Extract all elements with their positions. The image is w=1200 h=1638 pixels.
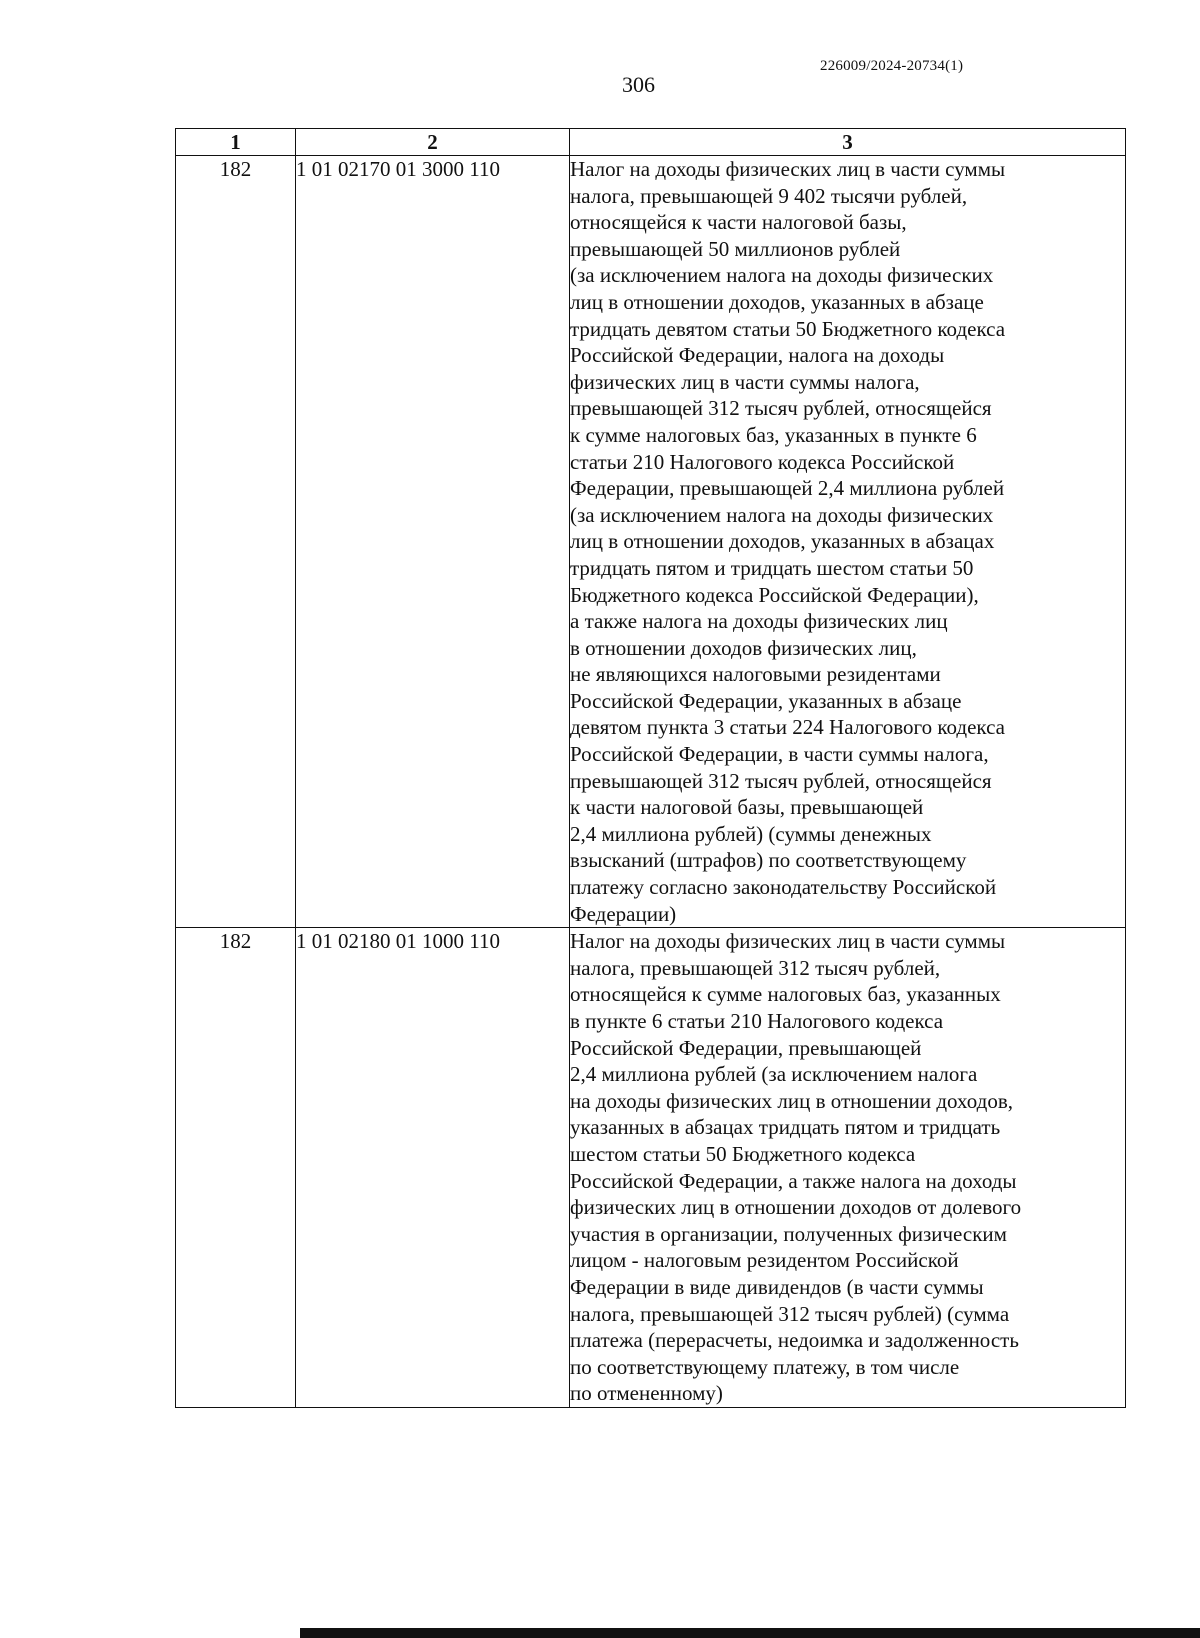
description-line: тридцать пятом и тридцать шестом статьи 50: [570, 555, 974, 580]
description-line: платежа (перерасчеты, недоимка и задолженность: [570, 1328, 1019, 1353]
column-header-1: 1: [176, 129, 296, 156]
description-line: указанных в абзацах тридцать пятом и тридцать: [570, 1115, 1001, 1140]
description-line: относящейся к части налоговой базы,: [570, 210, 907, 235]
description-line: Российской Федерации, а также налога на доходы: [570, 1168, 1017, 1193]
table-header-row: [176, 129, 1126, 156]
description-line: Федерации в виде дивидендов (в части суммы: [570, 1274, 984, 1299]
description-line: в отношении доходов физических лиц,: [570, 635, 917, 660]
description-line: физических лиц в отношении доходов от долевого: [570, 1195, 1022, 1220]
description-line: тридцать девятом статьи 50 Бюджетного кодекса: [570, 316, 1006, 341]
description-line: лицом - налоговым резидентом Российской: [570, 1248, 959, 1273]
description-line: Федерации): [570, 901, 677, 926]
description-line: Бюджетного кодекса Российской Федерации),: [570, 582, 979, 607]
description-line: лиц в отношении доходов, указанных в абзацах: [570, 529, 995, 554]
admin-code-cell: 182: [176, 928, 296, 1408]
description-line: 2,4 миллиона рублей) (суммы денежных: [570, 821, 932, 846]
description-line: взысканий (штрафов) по соответствующему: [570, 848, 967, 873]
description-line: 2,4 миллиона рублей (за исключением налога: [570, 1062, 978, 1087]
description-line: физических лиц в части суммы налога,: [570, 369, 920, 394]
description-line: не являющихся налоговыми резидентами: [570, 662, 941, 687]
description-cell: [570, 156, 1126, 928]
description-line: налога, превышающей 9 402 тысячи рублей,: [570, 183, 968, 208]
description-line: платежу согласно законодательству Российской: [570, 875, 997, 900]
document-id: 226009/2024-20734(1): [820, 58, 964, 74]
description-cell: [570, 928, 1126, 1408]
description-line: по соответствующему платежу, в том числе: [570, 1354, 960, 1379]
description-line: по отмененному): [570, 1381, 723, 1406]
description-line: относящейся к сумме налоговых баз, указанных: [570, 982, 1001, 1007]
description-line: Российской Федерации, указанных в абзаце: [570, 688, 962, 713]
description-line: превышающей 312 тысяч рублей, относящейся: [570, 768, 992, 793]
scan-edge-bar: [300, 1628, 1200, 1638]
description-line: Федерации, превышающей 2,4 миллиона рублей: [570, 476, 1005, 501]
description-line: шестом статьи 50 Бюджетного кодекса: [570, 1141, 916, 1166]
description-line: к сумме налоговых баз, указанных в пункте 6: [570, 422, 977, 447]
table-body: [176, 156, 1126, 1408]
column-header-3: 3: [570, 129, 1126, 156]
table-row: [176, 928, 1126, 1408]
description-line: превышающей 312 тысяч рублей, относящейся: [570, 396, 992, 421]
admin-code-cell: 182: [176, 156, 296, 928]
description-line: налога, превышающей 312 тысяч рублей,: [570, 955, 941, 980]
table-row: [176, 156, 1126, 928]
description-line: налога, превышающей 312 тысяч рублей) (сумма: [570, 1301, 1010, 1326]
description-line: участия в организации, полученных физическим: [570, 1221, 1007, 1246]
description-line: а также налога на доходы физических лиц: [570, 609, 948, 634]
description-line: на доходы физических лиц в отношении доходов,: [570, 1088, 1013, 1113]
description-line: статьи 210 Налогового кодекса Российской: [570, 449, 955, 474]
description-line: Российской Федерации, в части суммы налога,: [570, 742, 989, 767]
description-line: девятом пункта 3 статьи 224 Налогового кодекса: [570, 715, 1005, 740]
description-line: Российской Федерации, превышающей: [570, 1035, 922, 1060]
description-line: лиц в отношении доходов, указанных в абзаце: [570, 289, 984, 314]
description-line: (за исключением налога на доходы физических: [570, 263, 994, 288]
description-line: к части налоговой базы, превышающей: [570, 795, 924, 820]
description-line: Налог на доходы физических лиц в части суммы: [570, 157, 1006, 181]
description-line: (за исключением налога на доходы физических: [570, 502, 994, 527]
description-line: Налог на доходы физических лиц в части суммы: [570, 929, 1006, 954]
kbk-code-cell: 1 01 02170 01 3000 110: [296, 156, 570, 928]
description-line: в пункте 6 статьи 210 Налогового кодекса: [570, 1009, 944, 1033]
column-header-2: 2: [296, 129, 570, 156]
page-number: 306: [622, 72, 655, 97]
description-line: Российской Федерации, налога на доходы: [570, 343, 945, 368]
kbk-code-cell: 1 01 02180 01 1000 110: [296, 928, 570, 1408]
budget-classification-table: [175, 128, 1126, 1408]
description-line: превышающей 50 миллионов рублей: [570, 236, 901, 261]
